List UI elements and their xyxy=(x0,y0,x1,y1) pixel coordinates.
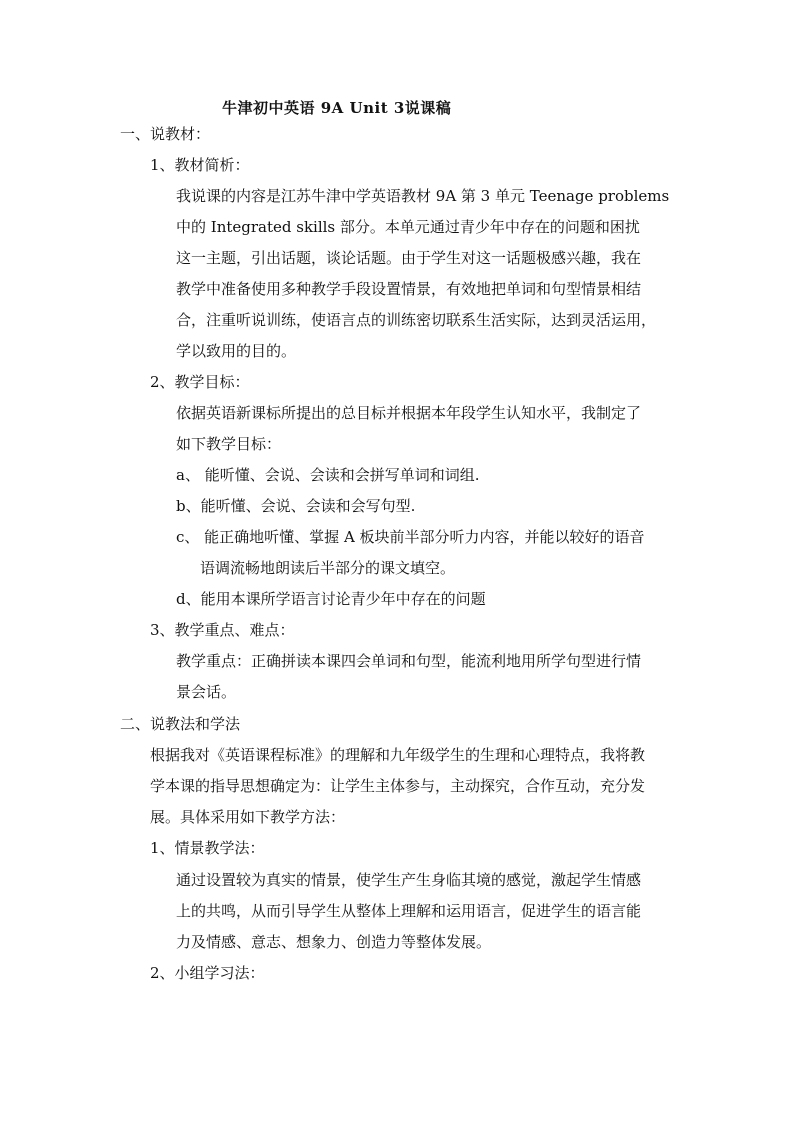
section-heading: 二、说教法和学法 xyxy=(120,715,241,733)
goal-item: a、 能听懂、会说、会读和会拼写单词和词组. xyxy=(176,466,480,484)
subsection-heading: 3、教学重点、难点： xyxy=(150,621,295,639)
paragraph-line: 教学中准备使用多种教学手段设置情景，有效地把单词和句型情景相结 xyxy=(176,280,642,298)
subsection-heading: 2、教学目标： xyxy=(150,373,250,391)
paragraph-line: 景会话。 xyxy=(176,683,237,701)
goal-item-continuation: 语调流畅地朗读后半部分的课文填空。 xyxy=(200,559,456,577)
section-heading: 一、说教材： xyxy=(120,125,211,143)
paragraph-line: 展。具体采用如下教学方法： xyxy=(150,808,346,826)
paragraph-line: 根据我对《英语课程标准》的理解和九年级学生的生理和心理特点，我将教 xyxy=(150,746,646,764)
goal-item: b、能听懂、会说、会读和会写句型. xyxy=(176,497,416,515)
paragraph-line: 学本课的指导思想确定为：让学生主体参与，主动探究，合作互动，充分发 xyxy=(150,777,646,795)
paragraph-line: 这一主题，引出话题，谈论话题。由于学生对这一话题极感兴趣，我在 xyxy=(176,249,642,267)
subsection-heading: 2、小组学习法： xyxy=(150,964,265,982)
paragraph-line: 学以致用的目的。 xyxy=(176,342,297,360)
paragraph-line: 中的 Integrated skills 部分。本单元通过青少年中存在的问题和困扰 xyxy=(176,218,640,236)
paragraph-line: 依据英语新课标所提出的总目标并根据本年段学生认知水平，我制定了 xyxy=(176,404,642,422)
subsection-heading: 1、情景教学法： xyxy=(150,839,265,857)
paragraph-line: 上的共鸣，从而引导学生从整体上理解和运用语言，促进学生的语言能 xyxy=(176,902,642,920)
paragraph-line: 教学重点：正确拼读本课四会单词和句型，能流利地用所学句型进行情 xyxy=(176,652,642,670)
document-title: 牛津初中英语 9A Unit 3说课稿 xyxy=(222,99,452,117)
paragraph-line: 合，注重听说训练，使语言点的训练密切联系生活实际，达到灵活运用， xyxy=(176,311,657,329)
paragraph-line: 通过设置较为真实的情景，使学生产生身临其境的感觉，激起学生情感 xyxy=(176,871,642,889)
goal-item: c、 能正确地听懂、掌握 A 板块前半部分听力内容，并能以较好的语音 xyxy=(176,528,645,546)
goal-item: d、能用本课所学语言讨论青少年中存在的问题 xyxy=(176,590,486,608)
paragraph-line: 如下教学目标： xyxy=(176,435,282,453)
subsection-heading: 1、教材简析： xyxy=(150,156,250,174)
paragraph-line: 力及情感、意志、想象力、创造力等整体发展。 xyxy=(176,933,492,951)
paragraph-line: 我说课的内容是江苏牛津中学英语教材 9A 第 3 单元 Teenage problems xyxy=(176,187,670,205)
